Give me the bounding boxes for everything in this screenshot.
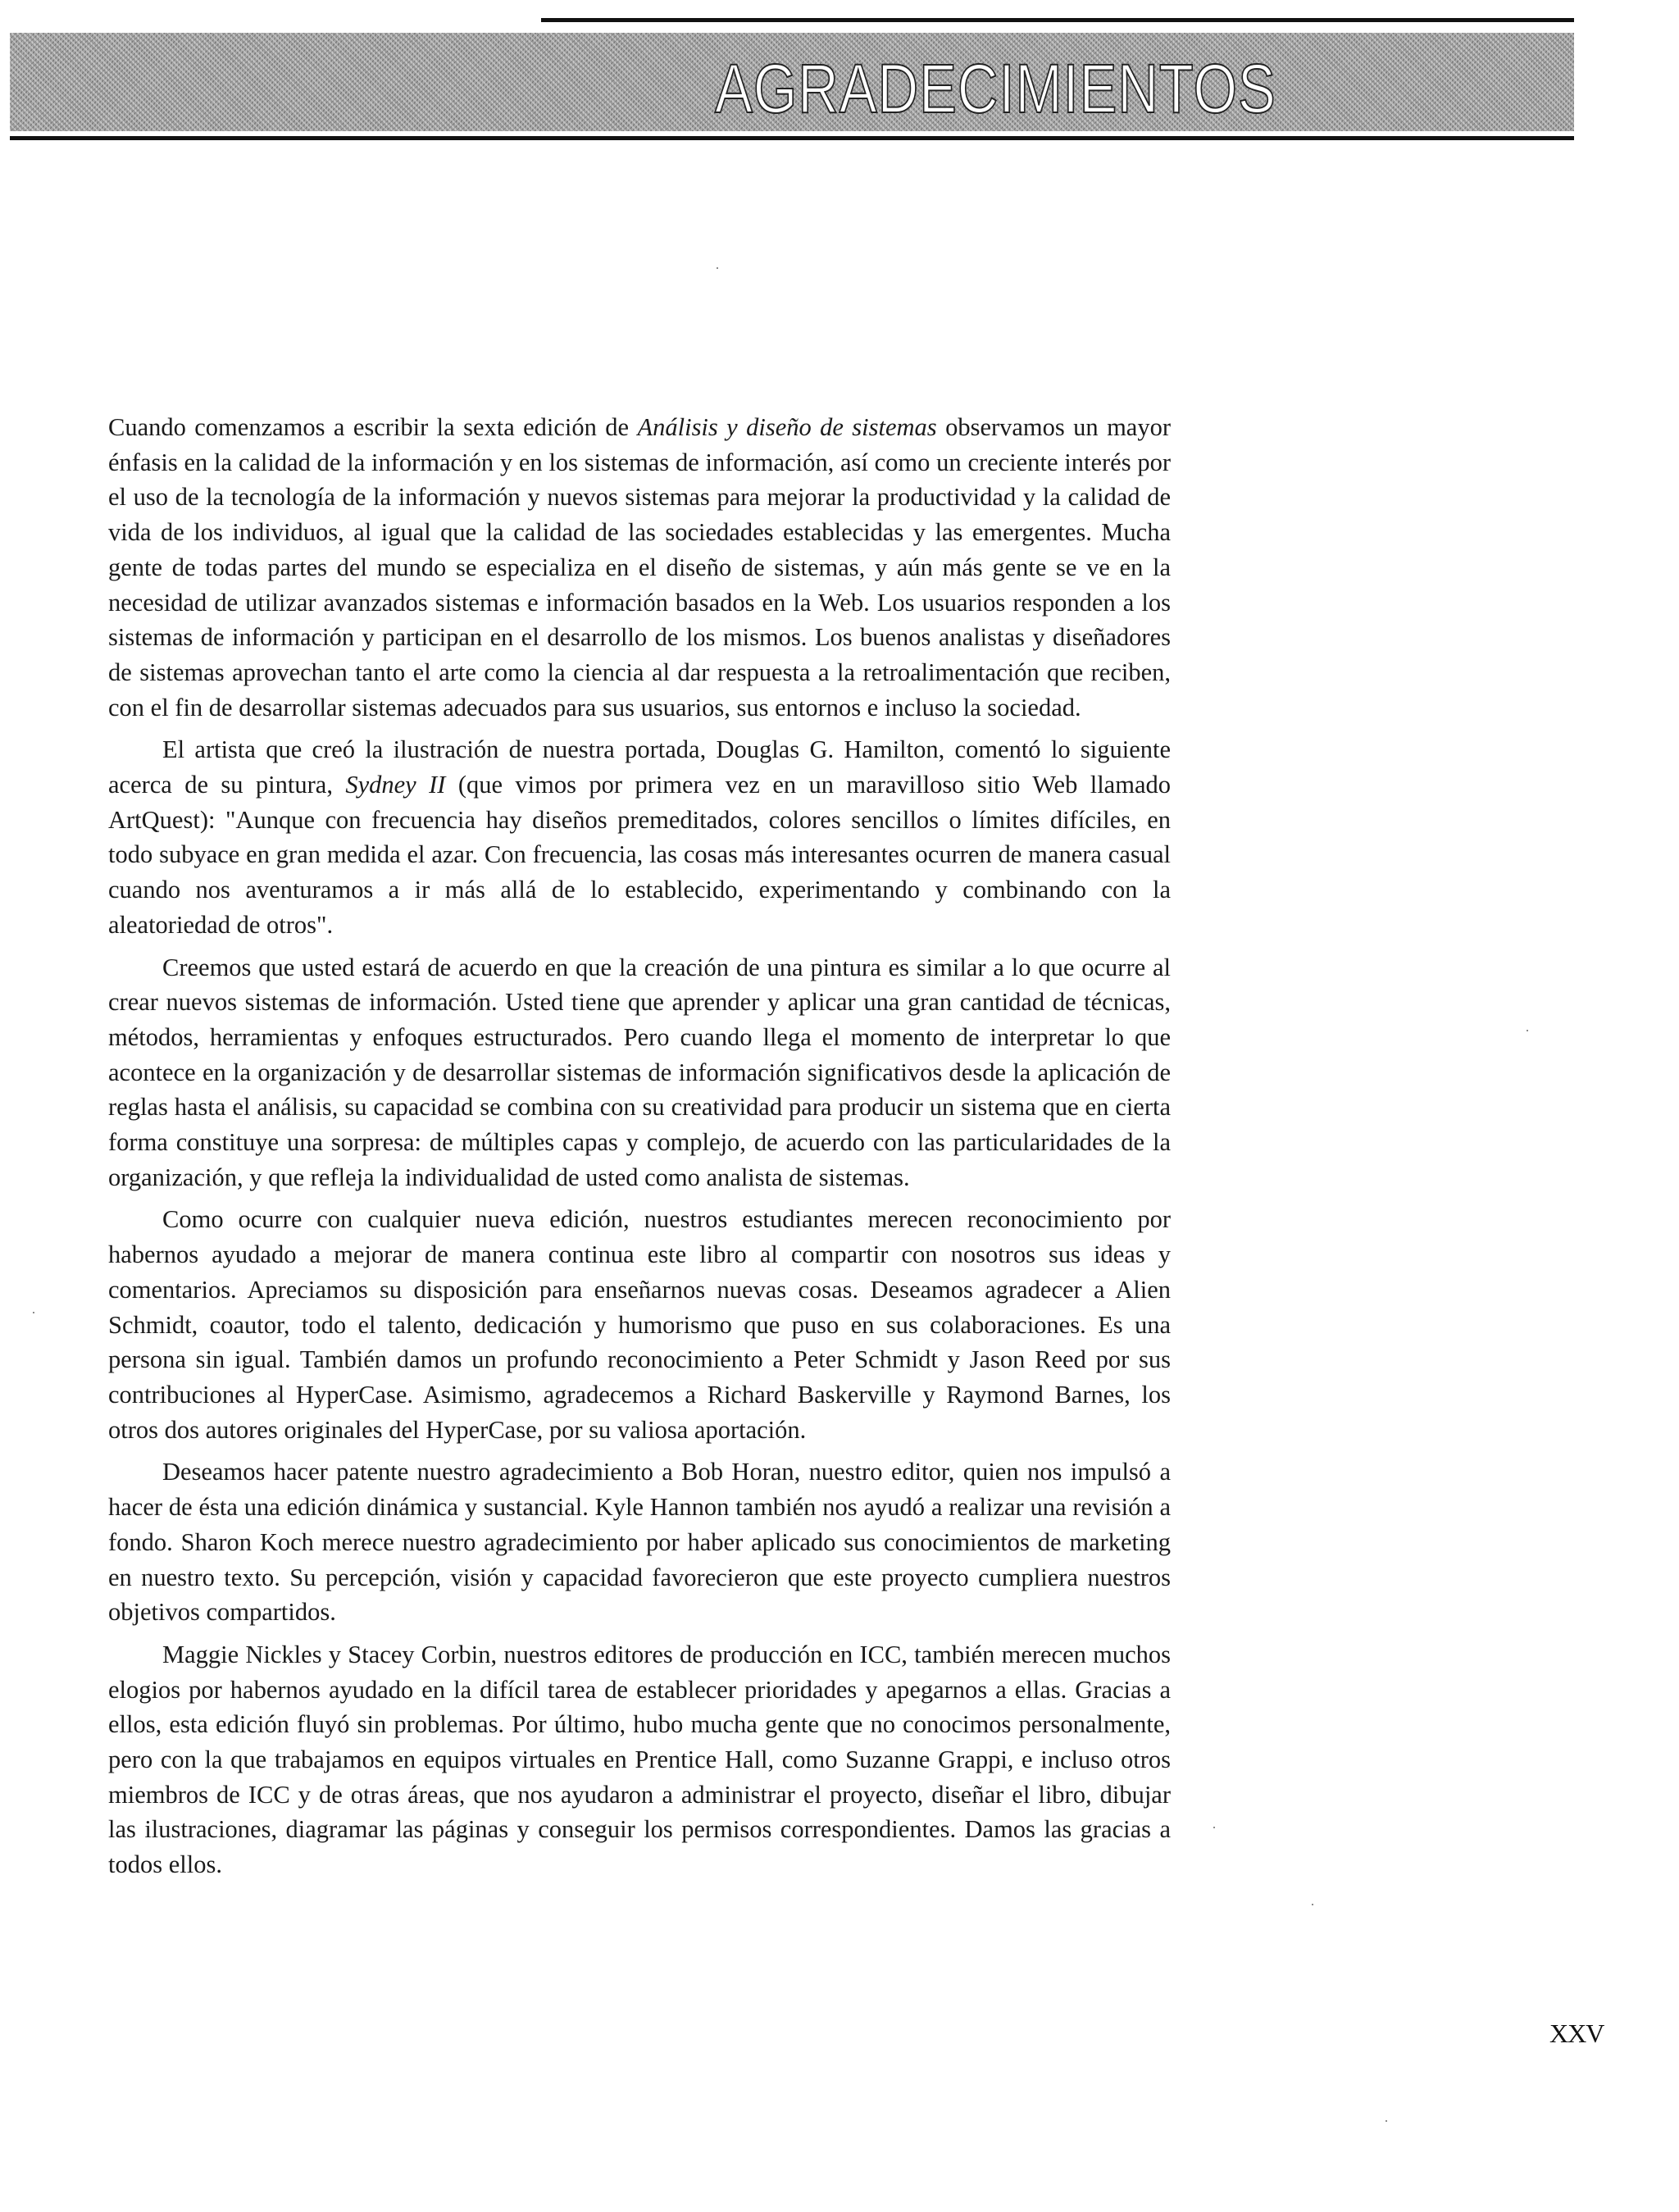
paragraph-text: observamos un mayor énfasis en la calidad de la información y en los sistemas de información, así como un creciente interés por el uso de la tecnología de la información y nuevos sistemas para mejorar la productividad y la calidad de vida de los individuos, al igual que la calidad de las sociedades establecidas y las emergentes. Mucha gente de todas partes del mundo se especializa en el diseño de sistemas, y aún más gente se ve en la necesidad de utilizar avanzados sistemas e información basados en la Web. Los usuarios responden a los sistemas de información y participan en el desarrollo de los mismos. Los buenos analistas y diseñadores de sistemas aprovechan tanto el arte como la ciencia al dar respuesta a la retroalimentación que reciben, con el fin de desarrollar sistemas adecuados para sus usuarios, sus entornos e incluso la sociedad. (108, 413, 1171, 721)
scan-speck (1312, 1904, 1313, 1905)
header-bottom-rule (10, 136, 1574, 140)
paragraph: Deseamos hacer patente nuestro agradecimiento a Bob Horan, nuestro editor, quien nos impulsó a hacer de ésta una edición dinámica y sustancial. Kyle Hannon también nos ayudó a realizar una revisión a fondo. Sharon Koch merece nuestro agradecimiento por haber aplicado sus conocimientos de marketing en nuestro texto. Su percepción, visión y capacidad favorecieron que este proyecto cumpliera nuestros objetivos compartidos. (108, 1458, 1171, 1627)
paragraph-text: Cuando comenzamos a escribir la sexta edición de (108, 413, 638, 441)
scan-speck (1213, 1827, 1215, 1828)
acknowledgements-body (108, 410, 1171, 1890)
chapter-title: AGRADECIMIENTOS (715, 50, 1276, 127)
paragraph: Creemos que usted estará de acuerdo en que la creación de una pintura es similar a lo que ocurre al crear nuevos sistemas de información. Usted tiene que aprender y aplicar una gran cantidad de técnicas, métodos, herramientas y enfoques estructurados. Pero cuando llega el momento de interpretar lo que acontece en la organización y de desarrollar sistemas de información significativos desde la aplicación de reglas hasta el análisis, su capacidad se combina con su creatividad para producir un sistema que en cierta forma constituye una sorpresa: de múltiples capas y complejo, de acuerdo con las particularidades de la organización, y que refleja la individualidad de usted como analista de sistemas. (108, 953, 1171, 1191)
paragraph: Maggie Nickles y Stacey Corbin, nuestros editores de producción en ICC, también merecen muchos elogios por habernos ayudado en la difícil tarea de establecer prioridades y apegarnos a ellas. Gracias a ellos, esta edición fluyó sin problemas. Por último, hubo mucha gente que no conocimos personalmente, pero con la que trabajamos en equipos virtuales en Prentice Hall, como Suzanne Grappi, e incluso otros miembros de ICC y de otras áreas, que nos ayudaron a administrar el proyecto, diseñar el libro, dibujar las ilustraciones, diagramar las páginas y conseguir los permisos correspondientes. Damos las gracias a todos ellos. (108, 1640, 1171, 1879)
header-top-rule (541, 18, 1574, 22)
paragraph (108, 410, 1171, 725)
page-number: XXV (1549, 2019, 1604, 2048)
scan-speck (717, 267, 718, 269)
paragraph (108, 732, 1171, 942)
painting-title-italic: Sydney II (345, 771, 446, 799)
paragraph-text: El artista que creó la ilustración de nuestra portada, Douglas G. Hamilton, comentó lo siguiente acerca de su pintura, (108, 735, 1171, 799)
paragraph: Como ocurre con cualquier nueva edición, nuestros estudiantes merecen reconocimiento por habernos ayudado a mejorar de manera continua este libro al compartir con nosotros sus ideas y comentarios. Apreciamos su disposición para enseñarnos nuevas cosas. Deseamos agradecer a Alien Schmidt, coautor, todo el talento, dedicación y humorismo que puso en sus colaboraciones. Es una persona sin igual. También damos un profundo reconocimiento a Peter Schmidt y Jason Reed por sus contribuciones al HyperCase. Asimismo, agradecemos a Richard Baskerville y Raymond Barnes, los otros dos autores originales del HyperCase, por su valiosa aportación. (108, 1205, 1171, 1444)
paragraph-text: (que vimos por primera vez en un maravilloso sitio Web llamado ArtQuest): "Aunque con frecuencia hay diseños premeditados, colores sencillos o límites difíciles, en todo subyace en gran medida el azar. Con frecuencia, las cosas más interesantes ocurren de manera casual cuando nos aventuramos a ir más allá de lo establecido, experimentando y combinando con la aleatoriedad de otros". (108, 771, 1171, 939)
scan-speck (33, 1312, 34, 1313)
book-title-italic: Análisis y diseño de sistemas (637, 413, 937, 441)
scan-speck (1386, 2120, 1387, 2122)
chapter-header-band (10, 33, 1574, 131)
scan-speck (1527, 1030, 1528, 1031)
